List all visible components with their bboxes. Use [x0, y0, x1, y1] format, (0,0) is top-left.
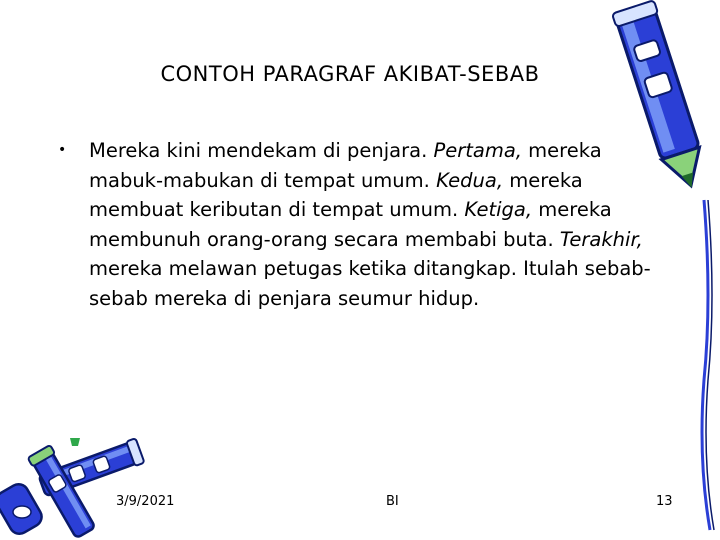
slide-title: CONTOH PARAGRAF AKIBAT-SEBAB	[160, 62, 540, 86]
paragraph-segment: Mereka kini mendekam di penjara.	[89, 139, 434, 162]
blue-pens-icon	[0, 430, 150, 540]
paragraph-segment: mereka melawan petugas ketika ditangkap. Itulah sebab-sebab mereka di penjara seumur hidup.	[89, 257, 651, 310]
slide-body	[58, 136, 658, 313]
paragraph-text	[89, 136, 658, 313]
paragraph-segment-italic: Pertama,	[433, 139, 522, 162]
paragraph-segment: mereka membunuh orang-orang secara membabi buta.	[89, 198, 612, 251]
footer-center-text: BI	[386, 494, 399, 509]
footer-date: 3/9/2021	[116, 494, 175, 509]
paragraph-segment-italic: Ketiga,	[464, 198, 533, 221]
paragraph-segment: mereka mabuk-mabukan di tempat umum.	[89, 139, 602, 192]
paragraph-segment-italic: Kedua,	[436, 168, 504, 192]
blue-pen-icon	[604, 0, 720, 540]
bullet-marker: •	[58, 142, 67, 158]
paragraph-segment-italic: Terakhir,	[559, 227, 643, 251]
paragraph-segment: mereka membuat keributan di tempat umum.	[89, 168, 583, 221]
page-number: 13	[656, 494, 673, 509]
